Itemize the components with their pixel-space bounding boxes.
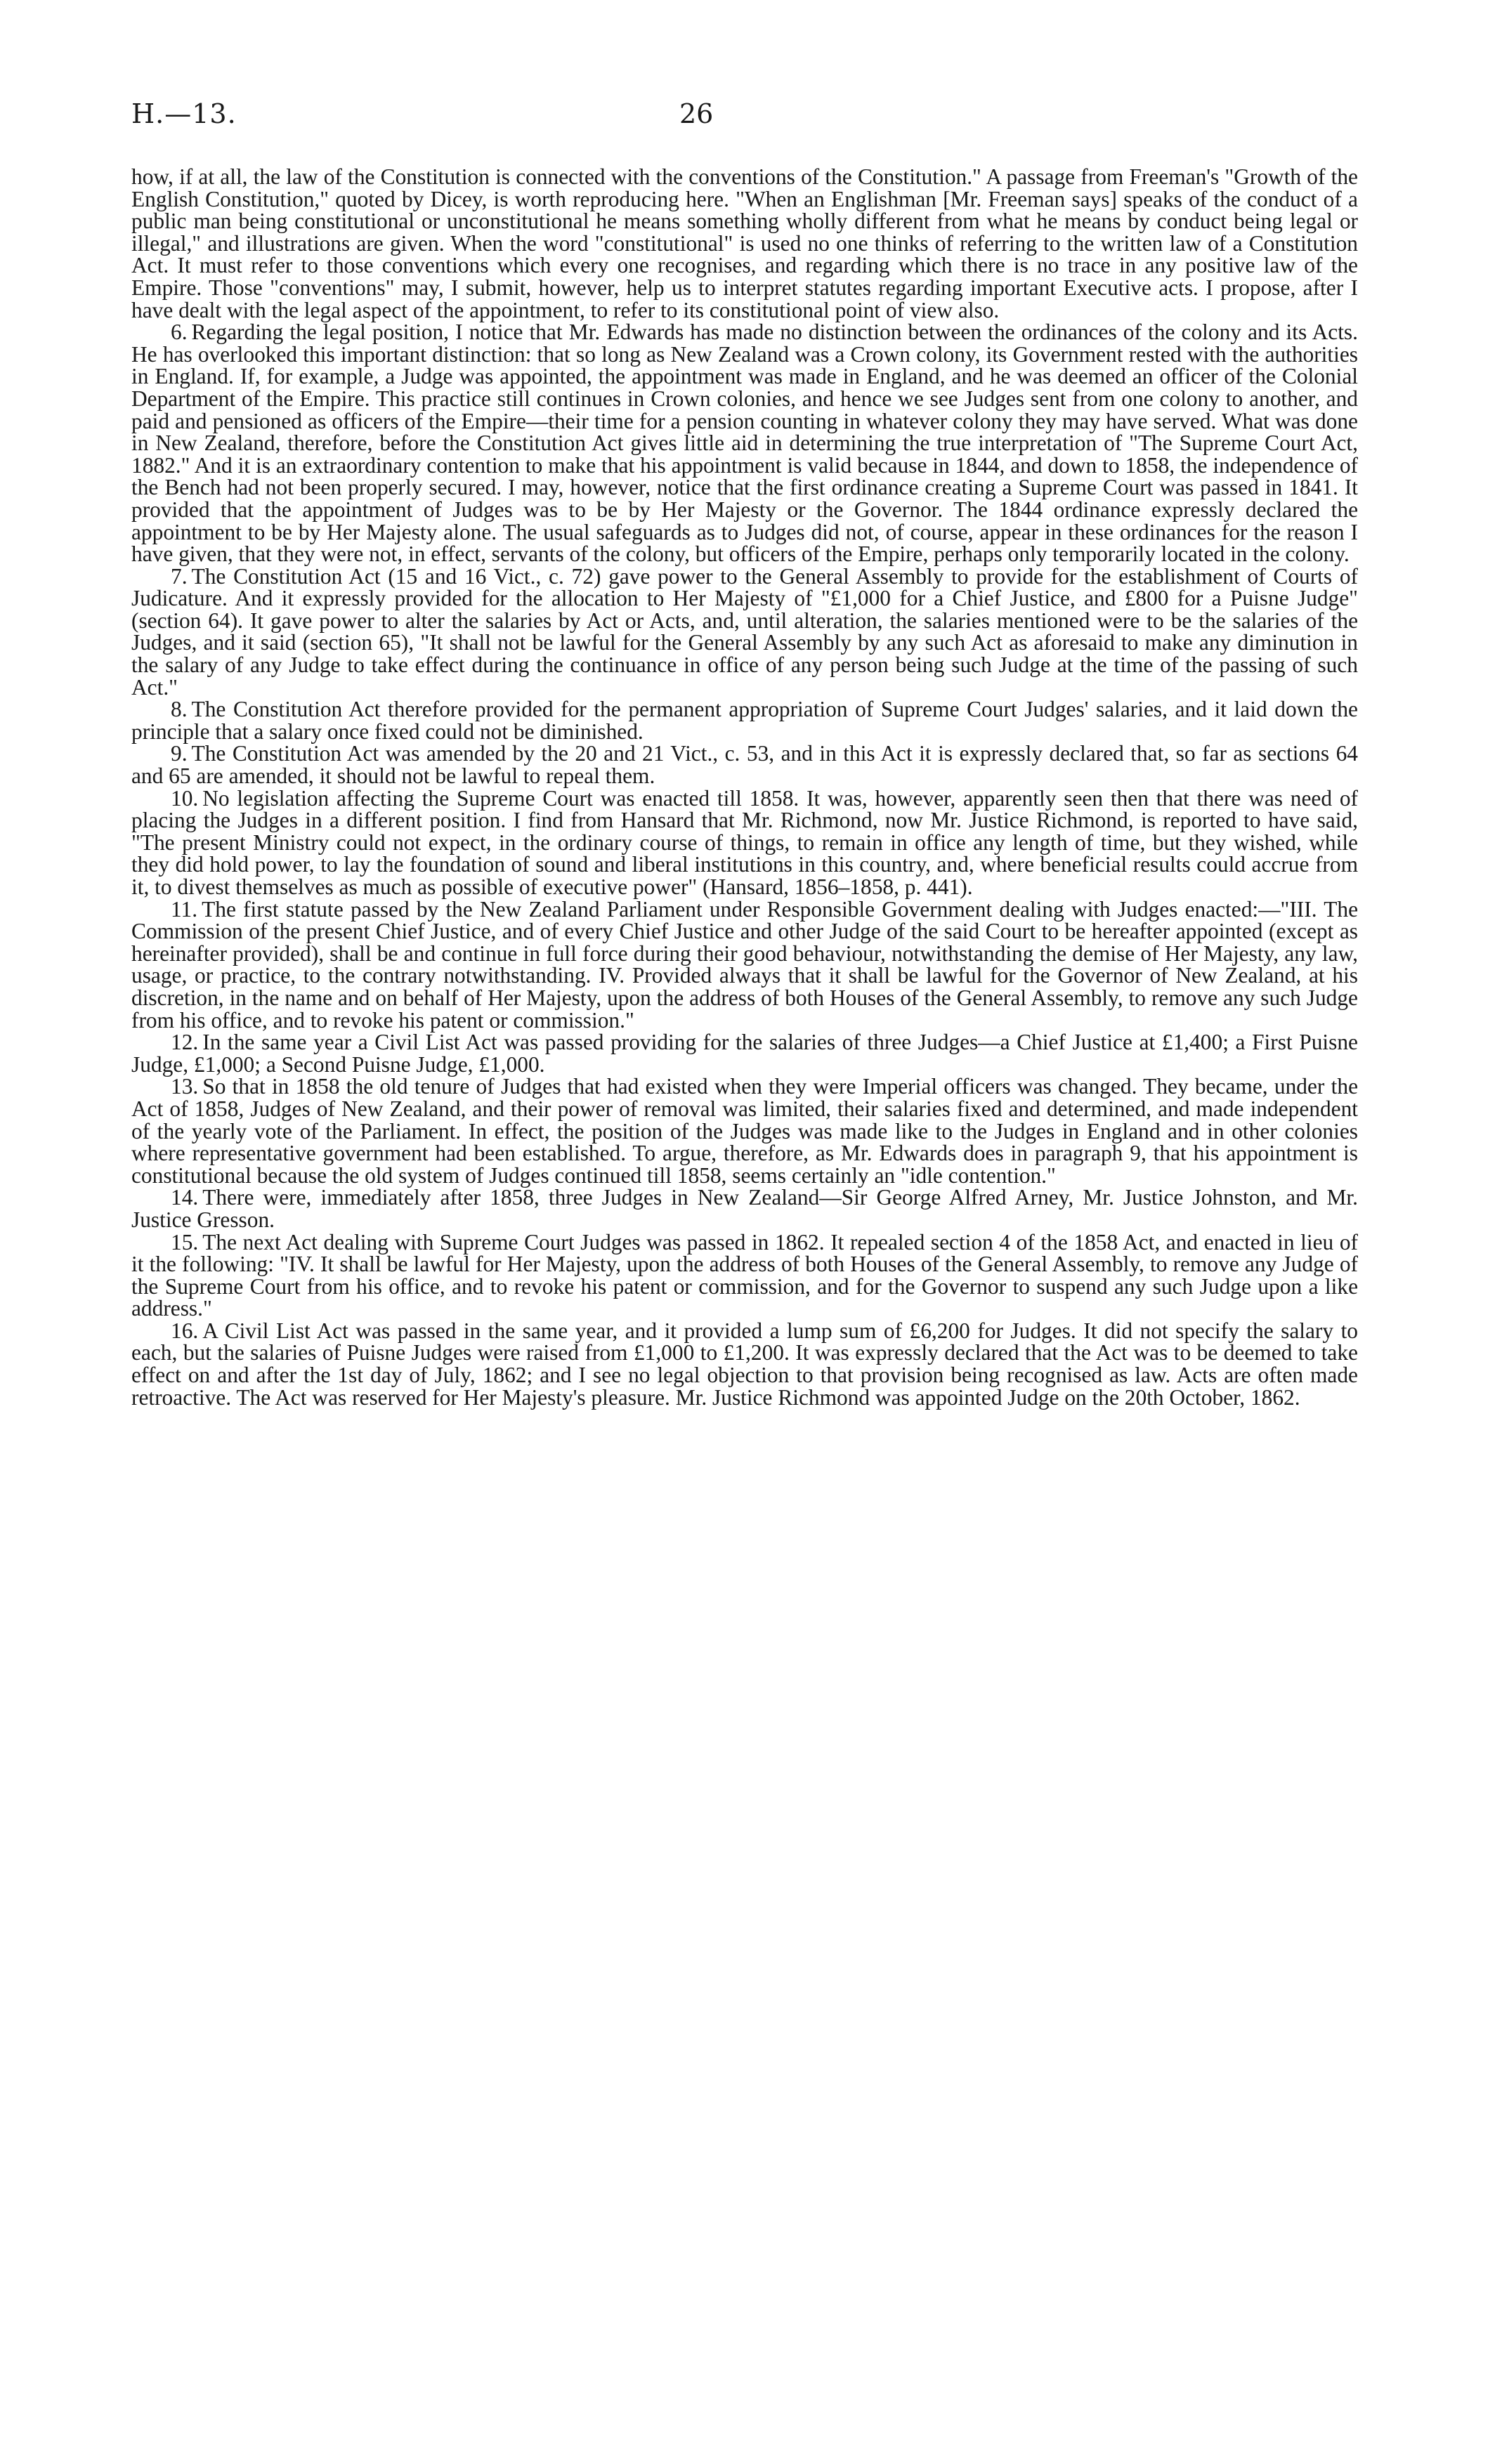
paragraph-6 [131,321,1358,565]
paragraph-text: In the same year a Civil List Act was passed providing for the salaries of three Judges—a Chief Justice at £1,400; a First Puisne Judge, £1,000; a Second Puisne Judge, £1,000. [131,1030,1358,1077]
paragraph-16 [131,1320,1358,1408]
paragraph-text: The next Act dealing with Supreme Court Judges was passed in 1862. It repealed section 4 of the 1858 Act, and enacted in lieu of it the following: "IV. It shall be lawful for Her Majesty, upon the address of both Houses of the General Assembly, to remove any Judge of the Supreme Court from his office, and to revoke his patent or commission, and for the Governor to suspend any such Judge upon a like address." [131,1229,1358,1321]
paragraph-number: 11. [171,896,198,922]
paragraph-number: 6. [171,320,188,345]
paragraph-text: There were, immediately after 1858, three Judges in New Zealand—Sir George Alfred Arney, Mr. Justice Johnston, and Mr. Justice Gresson. [131,1185,1358,1232]
paragraph-text: The first statute passed by the New Zealand Parliament under Responsible Government dealing with Judges enacted:—"III. The Commission of the present Chief Justice, and of every Chief Justice and other Judge of the said Court to be hereafter appointed (except as hereinafter provided), shall be and continue in full force during their good behaviour, notwithstanding the demise of Her Majesty, any law, usage, or practice, to the contrary notwithstanding. IV. Provided always that it shall be lawful for the Governor of New Zealand, at his discretion, in the name and on behalf of Her Majesty, upon the address of both Houses of the General Assembly, to remove any such Judge from his office, and to revoke his patent or commission." [131,896,1358,1033]
document-reference: H.—13. [131,98,237,129]
paragraph-12 [131,1031,1358,1075]
paragraph-number: 8. [171,697,188,722]
paragraph-7 [131,565,1358,699]
paragraph-text: The Constitution Act (15 and 16 Vict., c. 72) gave power to the General Assembly to provide for the establishment of Courts of Judicature. And it expressly provided for the allocation to Her Majesty of "£1,000 for a Chief Justice, and £800 for a Puisne Judge" (section 64). It gave power to alter the salaries by Act or Acts, and, until alteration, the salaries mentioned were to be the salaries of the Judges, and it said (section 65), "It shall not be lawful for the General Assembly by any such Act as aforesaid to make any diminution in the salary of any Judge to take effect during the continuance in office of any person being such Judge at the time of the passing of such Act." [131,563,1358,700]
paragraph-number: 16. [171,1318,199,1343]
paragraph-number: 12. [171,1030,199,1055]
paragraph-text: A Civil List Act was passed in the same year, and it provided a lump sum of £6,200 for Judges. It did not specify the salary to each, but the salaries of Puisne Judges were raised from £1,000 to £1,200. It was expressly declared that the Act was to be deemed to take effect on and after the 1st day of July, 1862; and I see no legal objection to that provision being recognised as law. Acts are often made retroactive. The Act was reserved for Her Majesty's pleasure. Mr. Justice Richmond was appointed Judge on the 20th October, 1862. [131,1318,1358,1410]
document-page [131,98,1358,2416]
paragraph-number: 13. [171,1074,199,1099]
paragraph-number: 9. [171,741,188,766]
paragraph-10 [131,787,1358,898]
paragraph-8 [131,698,1358,742]
paragraph-text: So that in 1858 the old tenure of Judges that had existed when they were Imperial officers was changed. They became, under the Act of 1858, Judges of New Zealand, and their power of removal was limited, their salaries fixed and determined, and made independent of the yearly vote of the Parliament. In effect, the position of the Judges was made like to the Judges in England and in other colonies where representative government had been established. To argue, therefore, as Mr. Edwards does in paragraph 9, that his appointment is constitutional because the old system of Judges continued till 1858, seems certainly an "idle contention." [131,1074,1358,1188]
paragraph-text: Regarding the legal position, I notice that Mr. Edwards has made no distinction between the ordinances of the colony and its Acts. He has overlooked this important distinction: that so long as New Zealand was a Crown colony, its Government rested with the authorities in England. If, for example, a Judge was appointed, the appointment was made in England, and he was deemed an officer of the Colonial Department of the Empire. This practice still continues in Crown colonies, and hence we see Judges sent from one colony to another, and paid and pensioned as officers of the Empire—their time for a pension counting in whatever colony they may have served. What was done in New Zealand, therefore, before the Constitution Act gives little aid in determining the true interpretation of "The Supreme Court Act, 1882." And it is an extraordinary contention to make that his appointment is valid because in 1844, and down to 1858, the independence of the Bench had not been properly secured. I may, however, notice that the first ordinance creating a Supreme Court was passed in 1841. It provided that the appointment of Judges was to be by Her Majesty or the Governor. The 1844 ordinance expressly declared the appointment to be by Her Majesty alone. The usual safeguards as to Judges did not, of course, appear in these ordinances for the reason I have given, that they were not, in effect, servants of the colony, but officers of the Empire, perhaps only temporarily located in the colony. [131,320,1358,567]
paragraph-number: 15. [171,1229,199,1254]
paragraph-text: how, if at all, the law of the Constitution is connected with the conventions of the Constitution." A passage from Freeman's "Growth of the English Constitution," quoted by Dicey, is worth reproducing here. "When an Englishman [Mr. Freeman says] speaks of the conduct of a public man being constitutional or unconstitutional he means something wholly different from what he means by conduct being legal or illegal," and illustrations are given. When the word "constitutional" is used no one thinks of referring to the written law of a Constitution Act. It must refer to those conventions which every one recognises, and regarding which there is no trace in any positive law of the Empire. Those "conventions" may, I submit, however, help us to interpret statutes regarding important Executive acts. I propose, after I have dealt with the legal aspect of the appointment, to refer to its constitutional point of view also. [131,164,1358,322]
paragraph-13 [131,1075,1358,1186]
body-text [131,166,1358,1408]
page-header [131,98,1358,148]
paragraph-continued [131,166,1358,321]
paragraph-text: No legislation affecting the Supreme Court was enacted till 1858. It was, however, apparently seen then that there was need of placing the Judges in a different position. I find from Hansard that Mr. Richmond, now Mr. Justice Richmond, is reported to have said, "The present Ministry could not expect, in the ordinary course of things, to remain in office any length of time, but they wished, while they did hold power, to lay the foundation of sound and liberal institutions in this country, and, where beneficial results could accrue from it, to divest themselves as much as possible of executive power" (Hansard, 1856–1858, p. 441). [131,785,1358,899]
paragraph-11 [131,898,1358,1032]
paragraph-text: The Constitution Act therefore provided for the permanent appropriation of Supreme Court Judges' salaries, and it laid down the principle that a salary once fixed could not be diminished. [131,697,1358,744]
paragraph-text: The Constitution Act was amended by the 20 and 21 Vict., c. 53, and in this Act it is expressly declared that, so far as sections 64 and 65 are amended, it should not be lawful to repeal them. [131,741,1358,789]
page-number: 26 [679,98,714,129]
paragraph-number: 14. [171,1185,199,1210]
paragraph-14 [131,1186,1358,1231]
paragraph-number: 10. [171,785,199,811]
paragraph-9 [131,742,1358,787]
paragraph-number: 7. [171,563,188,589]
paragraph-15 [131,1231,1358,1320]
